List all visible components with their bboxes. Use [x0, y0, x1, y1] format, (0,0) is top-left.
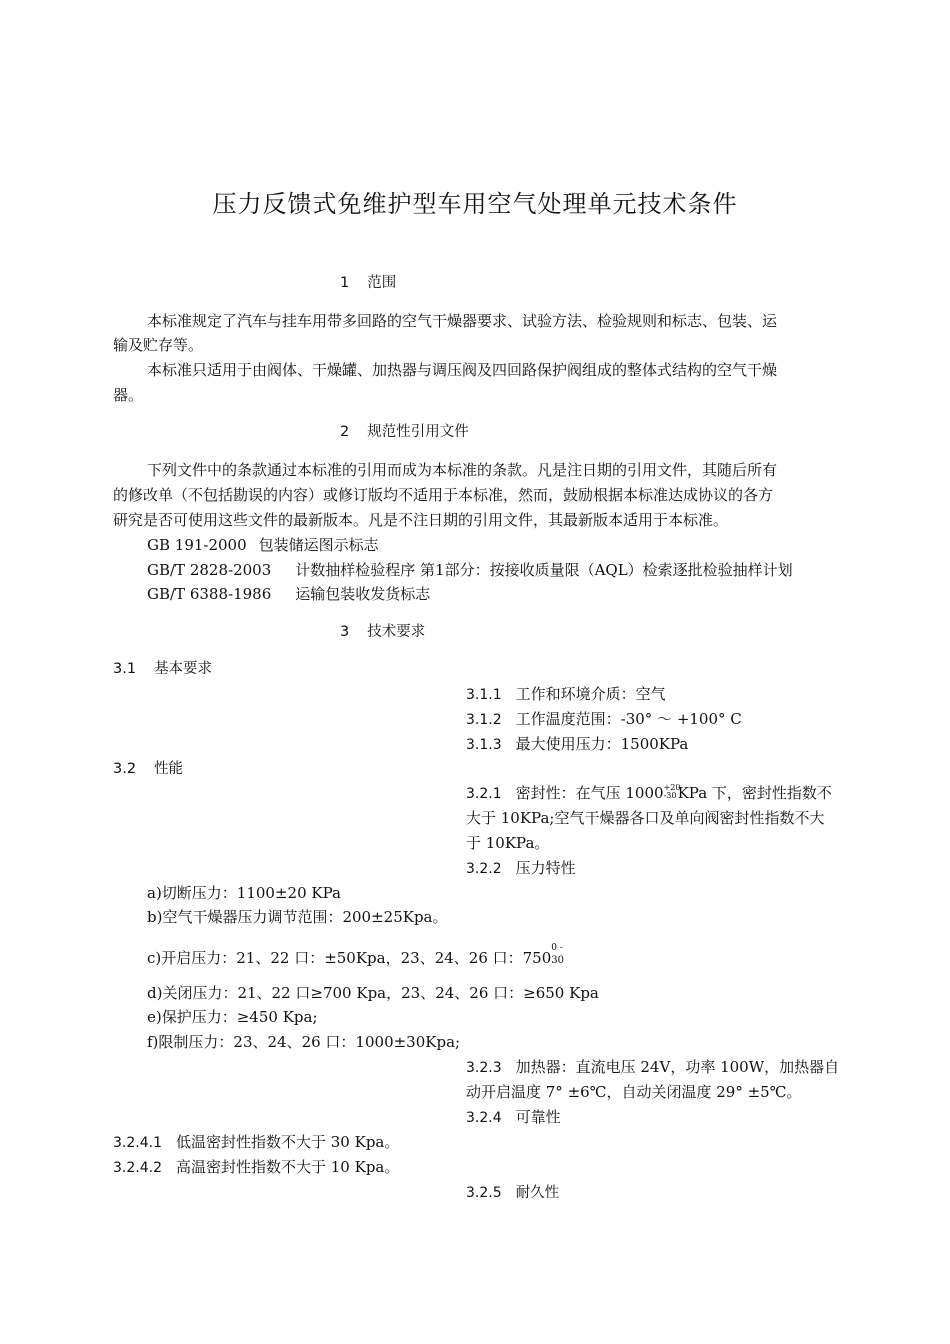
clause-number: 3.2.3 — [466, 1060, 502, 1076]
paragraph-line: 的修改单（不包括勘误的内容）或修订版均不适用于本标准，然而，鼓励根据本标准达成协议的各方 — [113, 486, 774, 504]
section-number: 2 — [340, 424, 350, 440]
clause-text: 工作温度范围：-30° ～ +100° C — [515, 710, 742, 728]
clause-number: 3.2.4 — [466, 1110, 502, 1126]
reference-code: GB/T 2828-2003 — [147, 561, 272, 579]
list-item-d: d)关闭压力：21、22 口≥700 Kpa，23、24、26 口：≥650 Kpa — [147, 984, 599, 1002]
paragraph-line: 本标准只适用于由阀体、干燥罐、加热器与调压阀及四回路保护阀组成的整体式结构的空气干燥 — [147, 361, 778, 379]
reference-item — [147, 560, 793, 580]
clause-text: 工作和环境介质：空气 — [515, 685, 666, 703]
clause-text: 压力特性 — [515, 859, 576, 877]
clause-text: 可靠性 — [515, 1108, 561, 1126]
pressure-tolerance — [663, 783, 681, 803]
section-3-heading — [340, 622, 425, 642]
clause-text: 加热器：直流电压 24V，功率 100W，加热器自 — [515, 1058, 840, 1076]
tolerance-upper: +20 — [663, 783, 681, 792]
clause-3-2-4-1 — [113, 1132, 399, 1153]
clause-3-1-2 — [466, 709, 742, 730]
section-title: 技术要求 — [367, 624, 426, 640]
paragraph-line: 输及贮存等。 — [113, 336, 204, 354]
clause-text: 高温密封性指数不大于 10 Kpa。 — [175, 1158, 400, 1176]
paragraph-line: 研究是否可使用这些文件的最新版本。凡是不注日期的引用文件，其最新版本适用于本标准。 — [113, 511, 729, 529]
tolerance-lower: -30 — [663, 791, 677, 800]
section-1-heading — [340, 273, 396, 293]
clause-text: 低温密封性指数不大于 30 Kpa。 — [175, 1133, 400, 1151]
section-number: 1 — [340, 275, 350, 291]
clause-text: KPa 下，密封性指数不 — [677, 784, 832, 802]
clause-text: 最大使用压力：1500KPa — [515, 735, 689, 753]
list-item-text: c)开启压力：21、22 口：±50Kpa，23、24、26 口：750 — [147, 949, 552, 967]
list-item-a: a)切断压力：1100±20 KPa — [147, 884, 341, 902]
clause-number: 3.1.2 — [466, 712, 502, 728]
section-number: 3.1 — [113, 661, 137, 677]
section-title: 范围 — [367, 275, 397, 291]
reference-code: GB 191-2000 — [147, 536, 247, 554]
clause-number: 3.2.5 — [466, 1185, 502, 1201]
list-item-b: b)空气干燥器压力调节范围：200±25Kpa。 — [147, 908, 448, 926]
paragraph-line: 本标准规定了汽车与挂车用带多回路的空气干燥器要求、试验方法、检验规则和标志、包装、运 — [147, 312, 778, 330]
reference-name: 计数抽样检验程序 第1部分：按接收质量限（AQL）检索逐批检验抽样计划 — [295, 561, 793, 579]
list-item-e: e)保护压力：≥450 Kpa; — [147, 1008, 318, 1026]
section-number: 3.2 — [113, 761, 137, 777]
clause-number: 3.1.3 — [466, 737, 502, 753]
clause-3-2-4 — [466, 1107, 561, 1128]
paragraph-line: 下列文件中的条款通过本标准的引用而成为本标准的条款。凡是注日期的引用文件，其随后所有 — [147, 461, 778, 479]
clause-3-2-1 — [466, 783, 832, 804]
clause-3-2-3 — [466, 1057, 839, 1078]
reference-name: 运输包装收发货标志 — [295, 585, 431, 603]
clause-text: 密封性：在气压 1000 — [515, 784, 664, 802]
pressure-tolerance — [551, 943, 571, 968]
document-title: 压力反馈式免维护型车用空气处理单元技术条件 — [212, 190, 738, 218]
paragraph-line: 于 10KPa。 — [466, 834, 550, 852]
section-title: 规范性引用文件 — [367, 424, 469, 440]
section-2-heading — [340, 422, 469, 442]
section-number: 3 — [340, 624, 350, 640]
clause-number: 3.2.2 — [466, 861, 502, 877]
paragraph-line: 大于 10KPa;空气干燥器各口及单向阀密封性指数不大 — [466, 809, 825, 827]
section-title: 基本要求 — [154, 661, 213, 677]
clause-number: 3.2.4.1 — [113, 1135, 162, 1151]
reference-item — [147, 584, 430, 604]
clause-3-1-3 — [466, 734, 688, 755]
clause-3-1-1 — [466, 684, 666, 705]
reference-item — [147, 535, 379, 555]
clause-number: 3.1.1 — [466, 687, 502, 703]
tolerance-lower: 30 — [551, 955, 564, 966]
tolerance-upper: 0 - — [551, 943, 563, 953]
paragraph-line: 动开启温度 7° ±6℃，自动关闭温度 29° ±5℃。 — [466, 1083, 802, 1101]
clause-number: 3.2.1 — [466, 786, 502, 802]
list-item-c — [147, 943, 571, 968]
list-item-f: f)限制压力：23、24、26 口：1000±30Kpa; — [147, 1033, 461, 1051]
clause-3-2-5 — [466, 1182, 559, 1203]
section-title: 性能 — [154, 761, 184, 777]
paragraph-line: 器。 — [113, 386, 144, 404]
clause-3-2-4-2 — [113, 1157, 399, 1178]
clause-number: 3.2.4.2 — [113, 1160, 162, 1176]
subsection-3-1-heading — [113, 659, 212, 679]
clause-text: 耐久性 — [515, 1185, 560, 1201]
reference-code: GB/T 6388-1986 — [147, 585, 272, 603]
reference-name: 包装储运图示标志 — [258, 536, 379, 554]
subsection-3-2-heading — [113, 759, 183, 779]
clause-3-2-2 — [466, 858, 576, 879]
